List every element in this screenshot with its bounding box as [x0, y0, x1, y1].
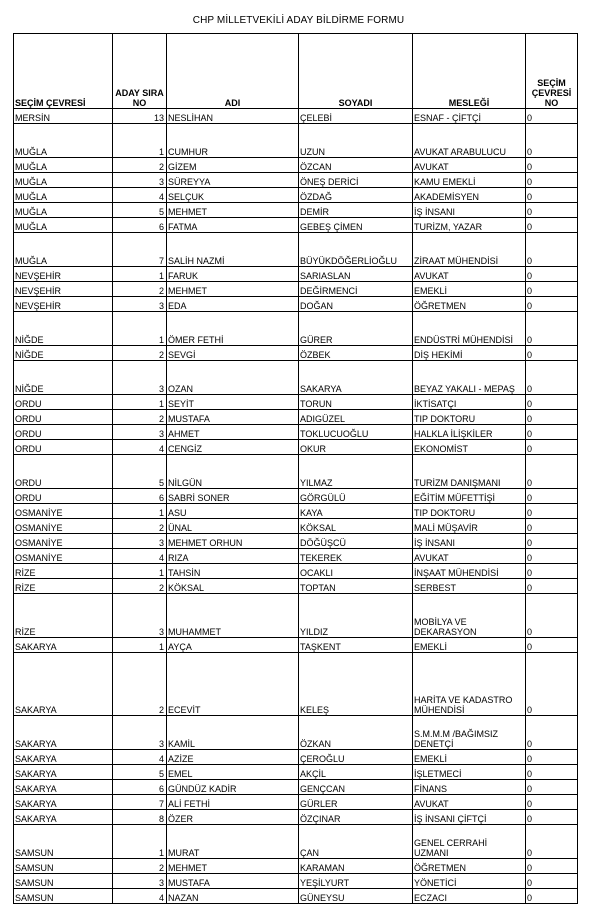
- cell-aday-sira-no: 4: [113, 889, 167, 904]
- table-row: [14, 312, 578, 346]
- cell-secim-cevresi: ORDU: [14, 395, 113, 410]
- cell-aday-sira-no: 1: [113, 564, 167, 579]
- table-row: [14, 233, 578, 267]
- cell-secim-cevresi: SAMSUN: [14, 889, 113, 904]
- cell-adi: MURAT: [167, 825, 299, 859]
- cell-secim-cevresi: MUĞLA: [14, 173, 113, 188]
- table-row: [14, 859, 578, 874]
- table-row: [14, 282, 578, 297]
- table-body: [14, 109, 578, 904]
- cell-adi: MUHAMMET: [167, 594, 299, 638]
- cell-meslegi: FİNANS: [413, 780, 526, 795]
- table-row: [14, 810, 578, 825]
- cell-aday-sira-no: 2: [113, 579, 167, 594]
- cell-soyadi: BÜYÜKDÖĞERLİOĞLU: [299, 233, 413, 267]
- cell-meslegi: TIP DOKTORU: [413, 504, 526, 519]
- cell-soyadi: DEĞİRMENCİ: [299, 282, 413, 297]
- cell-soyadi: TOPTAN: [299, 579, 413, 594]
- cell-adi: MEHMET: [167, 282, 299, 297]
- table-row: [14, 425, 578, 440]
- cell-adi: RIZA: [167, 549, 299, 564]
- cell-soyadi: SAKARYA: [299, 361, 413, 395]
- table-row: [14, 765, 578, 780]
- cell-soyadi: GÜRER: [299, 312, 413, 346]
- cell-secim-cevresi-no: 0: [526, 579, 578, 594]
- cell-soyadi: ÇAN: [299, 825, 413, 859]
- cell-secim-cevresi-no: 0: [526, 297, 578, 312]
- cell-secim-cevresi: SAKARYA: [14, 810, 113, 825]
- cell-soyadi: GÜRLER: [299, 795, 413, 810]
- cell-secim-cevresi: NİĞDE: [14, 312, 113, 346]
- cell-adi: AHMET: [167, 425, 299, 440]
- cell-secim-cevresi: SAKARYA: [14, 716, 113, 750]
- cell-soyadi: TAŞKENT: [299, 638, 413, 653]
- table-row: [14, 579, 578, 594]
- cell-secim-cevresi-no: 0: [526, 780, 578, 795]
- cell-secim-cevresi-no: 0: [526, 440, 578, 455]
- cell-aday-sira-no: 4: [113, 440, 167, 455]
- cell-meslegi: EMEKLİ: [413, 638, 526, 653]
- table-row: [14, 346, 578, 361]
- candidate-table: [13, 33, 578, 904]
- cell-soyadi: YILMAZ: [299, 455, 413, 489]
- table-row: [14, 124, 578, 158]
- cell-meslegi: İŞ İNSANI: [413, 203, 526, 218]
- cell-aday-sira-no: 1: [113, 825, 167, 859]
- cell-secim-cevresi-no: 0: [526, 653, 578, 716]
- cell-aday-sira-no: 6: [113, 218, 167, 233]
- cell-adi: NESLİHAN: [167, 109, 299, 124]
- cell-secim-cevresi-no: 0: [526, 312, 578, 346]
- cell-secim-cevresi-no: 0: [526, 410, 578, 425]
- cell-meslegi: BEYAZ YAKALI - MEPAŞ: [413, 361, 526, 395]
- cell-adi: ÜNAL: [167, 519, 299, 534]
- cell-soyadi: ÖZKAN: [299, 716, 413, 750]
- cell-meslegi: DİŞ HEKİMİ: [413, 346, 526, 361]
- cell-aday-sira-no: 1: [113, 504, 167, 519]
- cell-aday-sira-no: 3: [113, 173, 167, 188]
- cell-secim-cevresi: NEVŞEHİR: [14, 282, 113, 297]
- cell-meslegi: GENEL CERRAHİ UZMANI: [413, 825, 526, 859]
- cell-aday-sira-no: 6: [113, 780, 167, 795]
- cell-secim-cevresi: RİZE: [14, 579, 113, 594]
- header-soyadi: SOYADI: [299, 34, 413, 109]
- table-row: [14, 395, 578, 410]
- cell-secim-cevresi-no: 0: [526, 203, 578, 218]
- cell-secim-cevresi: MUĞLA: [14, 124, 113, 158]
- cell-aday-sira-no: 4: [113, 549, 167, 564]
- cell-aday-sira-no: 3: [113, 425, 167, 440]
- cell-secim-cevresi-no: 0: [526, 267, 578, 282]
- table-row: [14, 158, 578, 173]
- cell-secim-cevresi: RİZE: [14, 594, 113, 638]
- cell-adi: MEHMET: [167, 203, 299, 218]
- cell-secim-cevresi-no: 0: [526, 504, 578, 519]
- form-title: CHP MİLLETVEKİLİ ADAY BİLDİRME FORMU: [192, 15, 405, 26]
- cell-adi: SEYİT: [167, 395, 299, 410]
- cell-secim-cevresi-no: 0: [526, 638, 578, 653]
- table-row: [14, 594, 578, 638]
- cell-aday-sira-no: 7: [113, 233, 167, 267]
- cell-secim-cevresi-no: 0: [526, 874, 578, 889]
- table-row: [14, 410, 578, 425]
- cell-meslegi: ENDÜSTRİ MÜHENDİSİ: [413, 312, 526, 346]
- cell-secim-cevresi-no: 0: [526, 395, 578, 410]
- table-row: [14, 203, 578, 218]
- cell-aday-sira-no: 4: [113, 188, 167, 203]
- cell-aday-sira-no: 2: [113, 282, 167, 297]
- cell-secim-cevresi-no: 0: [526, 594, 578, 638]
- cell-secim-cevresi-no: 0: [526, 825, 578, 859]
- cell-soyadi: GENÇCAN: [299, 780, 413, 795]
- cell-meslegi: SERBEST: [413, 579, 526, 594]
- cell-adi: GÜNDÜZ KADİR: [167, 780, 299, 795]
- cell-soyadi: KAYA: [299, 504, 413, 519]
- cell-secim-cevresi-no: 0: [526, 173, 578, 188]
- cell-aday-sira-no: 2: [113, 859, 167, 874]
- cell-secim-cevresi: NİĞDE: [14, 346, 113, 361]
- cell-meslegi: AVUKAT: [413, 158, 526, 173]
- cell-secim-cevresi-no: 0: [526, 765, 578, 780]
- cell-meslegi: HALKLA İLİŞKİLER: [413, 425, 526, 440]
- cell-meslegi: HARİTA VE KADASTRO MÜHENDİSİ: [413, 653, 526, 716]
- cell-meslegi: ÖĞRETMEN: [413, 859, 526, 874]
- cell-adi: ASU: [167, 504, 299, 519]
- cell-secim-cevresi: SAKARYA: [14, 765, 113, 780]
- cell-secim-cevresi-no: 0: [526, 218, 578, 233]
- cell-secim-cevresi: OSMANİYE: [14, 534, 113, 549]
- cell-secim-cevresi: ORDU: [14, 425, 113, 440]
- table-row: [14, 874, 578, 889]
- cell-secim-cevresi: NİĞDE: [14, 361, 113, 395]
- table-row: [14, 564, 578, 579]
- table-row: [14, 218, 578, 233]
- cell-secim-cevresi: OSMANİYE: [14, 504, 113, 519]
- cell-soyadi: DEMİR: [299, 203, 413, 218]
- table-row: [14, 889, 578, 904]
- cell-secim-cevresi: NEVŞEHİR: [14, 267, 113, 282]
- cell-adi: MUSTAFA: [167, 410, 299, 425]
- cell-soyadi: KELEŞ: [299, 653, 413, 716]
- cell-aday-sira-no: 1: [113, 395, 167, 410]
- cell-secim-cevresi-no: 0: [526, 519, 578, 534]
- cell-aday-sira-no: 1: [113, 312, 167, 346]
- cell-secim-cevresi: MUĞLA: [14, 203, 113, 218]
- cell-secim-cevresi: SAKARYA: [14, 780, 113, 795]
- table-row: [14, 638, 578, 653]
- cell-secim-cevresi: NEVŞEHİR: [14, 297, 113, 312]
- cell-aday-sira-no: 2: [113, 158, 167, 173]
- cell-aday-sira-no: 5: [113, 203, 167, 218]
- table-row: [14, 534, 578, 549]
- cell-meslegi: AKADEMİSYEN: [413, 188, 526, 203]
- cell-secim-cevresi: ORDU: [14, 410, 113, 425]
- header-meslegi: MESLEĞİ: [413, 34, 526, 109]
- cell-adi: CUMHUR: [167, 124, 299, 158]
- cell-meslegi: İŞ İNSANI ÇİFTÇİ: [413, 810, 526, 825]
- cell-meslegi: EMEKLİ: [413, 282, 526, 297]
- cell-secim-cevresi-no: 0: [526, 889, 578, 904]
- cell-meslegi: MALİ MÜŞAVİR: [413, 519, 526, 534]
- cell-soyadi: KARAMAN: [299, 859, 413, 874]
- cell-soyadi: GÜNEYSU: [299, 889, 413, 904]
- cell-soyadi: TORUN: [299, 395, 413, 410]
- cell-soyadi: GÖRGÜLÜ: [299, 489, 413, 504]
- cell-secim-cevresi: SAMSUN: [14, 825, 113, 859]
- cell-aday-sira-no: 4: [113, 750, 167, 765]
- cell-soyadi: YEŞİLYURT: [299, 874, 413, 889]
- cell-secim-cevresi: SAKARYA: [14, 638, 113, 653]
- cell-soyadi: DOĞAN: [299, 297, 413, 312]
- cell-meslegi: KAMU EMEKLİ: [413, 173, 526, 188]
- cell-adi: CENGİZ: [167, 440, 299, 455]
- cell-soyadi: AKÇİL: [299, 765, 413, 780]
- cell-secim-cevresi-no: 0: [526, 750, 578, 765]
- cell-secim-cevresi: SAMSUN: [14, 874, 113, 889]
- table-row: [14, 267, 578, 282]
- cell-soyadi: YILDIZ: [299, 594, 413, 638]
- cell-secim-cevresi: MUĞLA: [14, 233, 113, 267]
- cell-aday-sira-no: 1: [113, 124, 167, 158]
- cell-aday-sira-no: 3: [113, 534, 167, 549]
- cell-adi: TAHSİN: [167, 564, 299, 579]
- cell-adi: SALİH NAZMİ: [167, 233, 299, 267]
- cell-meslegi: S.M.M.M /BAĞIMSIZ DENETÇİ: [413, 716, 526, 750]
- table-row: [14, 440, 578, 455]
- cell-aday-sira-no: 3: [113, 594, 167, 638]
- cell-secim-cevresi: OSMANİYE: [14, 549, 113, 564]
- cell-adi: SÜREYYA: [167, 173, 299, 188]
- cell-aday-sira-no: 3: [113, 361, 167, 395]
- cell-secim-cevresi-no: 0: [526, 489, 578, 504]
- cell-meslegi: ÖĞRETMEN: [413, 297, 526, 312]
- cell-secim-cevresi: SAKARYA: [14, 653, 113, 716]
- cell-aday-sira-no: 7: [113, 795, 167, 810]
- table-row: [14, 361, 578, 395]
- cell-adi: SEVGİ: [167, 346, 299, 361]
- table-row: [14, 173, 578, 188]
- cell-adi: GİZEM: [167, 158, 299, 173]
- cell-secim-cevresi: ORDU: [14, 455, 113, 489]
- cell-soyadi: OKUR: [299, 440, 413, 455]
- cell-aday-sira-no: 2: [113, 519, 167, 534]
- cell-secim-cevresi-no: 0: [526, 716, 578, 750]
- cell-meslegi: ZİRAAT MÜHENDİSİ: [413, 233, 526, 267]
- table-row: [14, 795, 578, 810]
- table-row: [14, 455, 578, 489]
- cell-secim-cevresi-no: 0: [526, 795, 578, 810]
- table-row: [14, 188, 578, 203]
- cell-secim-cevresi: ORDU: [14, 489, 113, 504]
- cell-soyadi: TEKEREK: [299, 549, 413, 564]
- table-row: [14, 489, 578, 504]
- cell-adi: ÖZER: [167, 810, 299, 825]
- table-row: [14, 297, 578, 312]
- cell-soyadi: OCAKLI: [299, 564, 413, 579]
- cell-soyadi: ÖZDAĞ: [299, 188, 413, 203]
- cell-adi: NAZAN: [167, 889, 299, 904]
- cell-meslegi: EĞİTİM MÜFETTİŞİ: [413, 489, 526, 504]
- cell-aday-sira-no: 5: [113, 455, 167, 489]
- cell-meslegi: AVUKAT ARABULUCU: [413, 124, 526, 158]
- cell-adi: FATMA: [167, 218, 299, 233]
- cell-meslegi: TURİZM, YAZAR: [413, 218, 526, 233]
- cell-aday-sira-no: 3: [113, 297, 167, 312]
- cell-secim-cevresi-no: 0: [526, 188, 578, 203]
- cell-soyadi: GEBEŞ ÇİMEN: [299, 218, 413, 233]
- cell-soyadi: KÖKSAL: [299, 519, 413, 534]
- cell-secim-cevresi-no: 0: [526, 859, 578, 874]
- cell-secim-cevresi-no: 0: [526, 124, 578, 158]
- header-row: [14, 34, 578, 109]
- cell-meslegi: EKONOMİST: [413, 440, 526, 455]
- cell-secim-cevresi-no: 0: [526, 109, 578, 124]
- cell-aday-sira-no: 3: [113, 874, 167, 889]
- table-row: [14, 780, 578, 795]
- cell-soyadi: ÇELEBİ: [299, 109, 413, 124]
- cell-adi: SABRİ SONER: [167, 489, 299, 504]
- cell-meslegi: TURİZM DANIŞMANI: [413, 455, 526, 489]
- cell-secim-cevresi-no: 0: [526, 158, 578, 173]
- cell-soyadi: ÖNEŞ DERİCİ: [299, 173, 413, 188]
- cell-meslegi: ESNAF - ÇİFTÇİ: [413, 109, 526, 124]
- cell-adi: NİLGÜN: [167, 455, 299, 489]
- cell-adi: MUSTAFA: [167, 874, 299, 889]
- cell-soyadi: ÖZÇINAR: [299, 810, 413, 825]
- cell-adi: EDA: [167, 297, 299, 312]
- table-row: [14, 750, 578, 765]
- table-row: [14, 504, 578, 519]
- cell-aday-sira-no: 2: [113, 346, 167, 361]
- cell-soyadi: TOKLUCUOĞLU: [299, 425, 413, 440]
- cell-adi: ALİ FETHİ: [167, 795, 299, 810]
- cell-adi: OZAN: [167, 361, 299, 395]
- cell-aday-sira-no: 13: [113, 109, 167, 124]
- cell-aday-sira-no: 1: [113, 638, 167, 653]
- cell-adi: FARUK: [167, 267, 299, 282]
- cell-adi: SELÇUK: [167, 188, 299, 203]
- cell-secim-cevresi-no: 0: [526, 233, 578, 267]
- cell-secim-cevresi-no: 0: [526, 425, 578, 440]
- cell-meslegi: AVUKAT: [413, 267, 526, 282]
- cell-secim-cevresi: MUĞLA: [14, 218, 113, 233]
- cell-meslegi: MOBİLYA VE DEKARASYON: [413, 594, 526, 638]
- cell-meslegi: İNŞAAT MÜHENDİSİ: [413, 564, 526, 579]
- cell-meslegi: YÖNETİCİ: [413, 874, 526, 889]
- cell-secim-cevresi: MUĞLA: [14, 188, 113, 203]
- cell-adi: ÖMER FETHİ: [167, 312, 299, 346]
- cell-secim-cevresi-no: 0: [526, 549, 578, 564]
- cell-secim-cevresi: SAKARYA: [14, 795, 113, 810]
- cell-secim-cevresi: MUĞLA: [14, 158, 113, 173]
- cell-soyadi: ÇEROĞLU: [299, 750, 413, 765]
- table-row: [14, 519, 578, 534]
- cell-aday-sira-no: 5: [113, 765, 167, 780]
- header-adi: ADI: [167, 34, 299, 109]
- table-row: [14, 653, 578, 716]
- cell-adi: MEHMET ORHUN: [167, 534, 299, 549]
- cell-secim-cevresi-no: 0: [526, 282, 578, 297]
- cell-soyadi: DÖĞÜŞCÜ: [299, 534, 413, 549]
- cell-secim-cevresi-no: 0: [526, 346, 578, 361]
- cell-secim-cevresi: ORDU: [14, 440, 113, 455]
- cell-soyadi: ADIGÜZEL: [299, 410, 413, 425]
- cell-aday-sira-no: 1: [113, 267, 167, 282]
- cell-aday-sira-no: 2: [113, 653, 167, 716]
- cell-meslegi: İKTİSATÇI: [413, 395, 526, 410]
- table-row: [14, 549, 578, 564]
- cell-secim-cevresi: SAMSUN: [14, 859, 113, 874]
- cell-soyadi: UZUN: [299, 124, 413, 158]
- cell-meslegi: İŞ İNSANI: [413, 534, 526, 549]
- cell-adi: EMEL: [167, 765, 299, 780]
- cell-secim-cevresi: SAKARYA: [14, 750, 113, 765]
- cell-meslegi: AVUKAT: [413, 549, 526, 564]
- cell-meslegi: AVUKAT: [413, 795, 526, 810]
- cell-soyadi: ÖZCAN: [299, 158, 413, 173]
- header-aday-sira-no: ADAY SIRA NO: [113, 34, 167, 109]
- cell-aday-sira-no: 6: [113, 489, 167, 504]
- header-secim-cevresi-no: SEÇİM ÇEVRESİ NO: [526, 34, 578, 109]
- cell-meslegi: İŞLETMECİ: [413, 765, 526, 780]
- header-secim-cevresi: SEÇİM ÇEVRESİ: [14, 34, 113, 109]
- cell-adi: AYÇA: [167, 638, 299, 653]
- cell-adi: KÖKSAL: [167, 579, 299, 594]
- cell-secim-cevresi-no: 0: [526, 455, 578, 489]
- cell-adi: MEHMET: [167, 859, 299, 874]
- cell-meslegi: ECZACI: [413, 889, 526, 904]
- table-row: [14, 716, 578, 750]
- cell-secim-cevresi-no: 0: [526, 564, 578, 579]
- cell-soyadi: ÖZBEK: [299, 346, 413, 361]
- cell-adi: AZİZE: [167, 750, 299, 765]
- table-row: [14, 825, 578, 859]
- cell-secim-cevresi-no: 0: [526, 361, 578, 395]
- cell-secim-cevresi: OSMANİYE: [14, 519, 113, 534]
- cell-secim-cevresi: MERSİN: [14, 109, 113, 124]
- cell-secim-cevresi: RİZE: [14, 564, 113, 579]
- cell-meslegi: EMEKLİ: [413, 750, 526, 765]
- cell-aday-sira-no: 3: [113, 716, 167, 750]
- cell-aday-sira-no: 8: [113, 810, 167, 825]
- table-row: [14, 109, 578, 124]
- cell-secim-cevresi-no: 0: [526, 810, 578, 825]
- cell-meslegi: TIP DOKTORU: [413, 410, 526, 425]
- cell-aday-sira-no: 2: [113, 410, 167, 425]
- cell-soyadi: SARIASLAN: [299, 267, 413, 282]
- cell-adi: ECEVİT: [167, 653, 299, 716]
- cell-adi: KAMİL: [167, 716, 299, 750]
- cell-secim-cevresi-no: 0: [526, 534, 578, 549]
